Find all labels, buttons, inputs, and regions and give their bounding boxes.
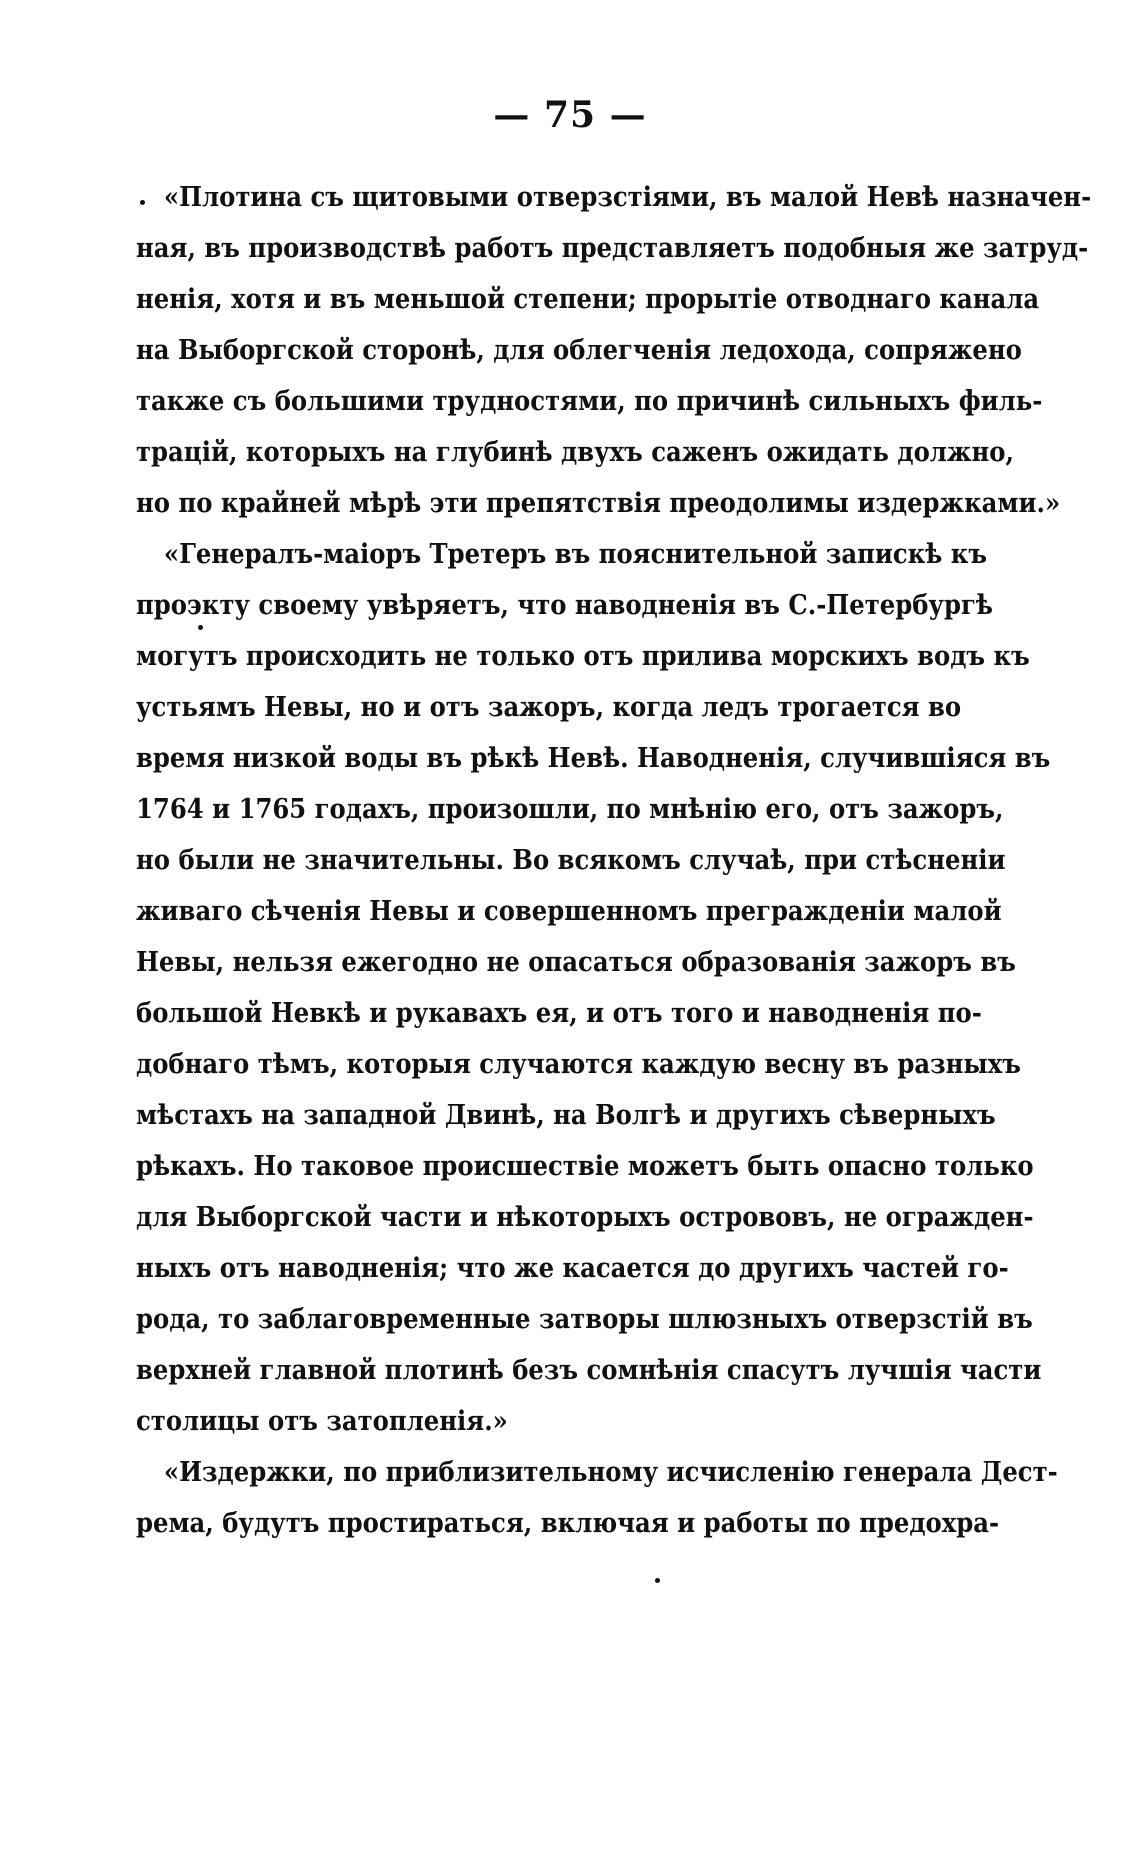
body-text <box>136 172 1092 1549</box>
text-line: ныхъ отъ наводненія; что же касается до другихъ частей го- <box>136 1253 1009 1284</box>
text-line: но по крайней мѣрѣ эти препятствія преодолимы издержками.» <box>136 488 1061 519</box>
page-number: — 75 — <box>493 94 647 136</box>
text-line: проэкту своему увѣряетъ, что наводненія въ С.-Петербургѣ <box>136 590 993 621</box>
text-line: 1764 и 1765 годахъ, произошли, по мнѣнію его, отъ зажоръ, <box>136 794 1004 825</box>
text-line: устьямъ Невы, но и отъ зажоръ, когда ледъ трогается во <box>136 692 962 723</box>
text-line: но были не значительны. Во всякомъ случаѣ, при стѣсненіи <box>136 845 1006 876</box>
text-line: могутъ происходить не только отъ прилива морскихъ водъ къ <box>136 641 1030 672</box>
text-line: рема, будутъ простираться, включая и работы по предохра- <box>136 1508 1000 1539</box>
text-line: столицы отъ затопленія.» <box>136 1406 508 1437</box>
ink-speck <box>655 1578 660 1583</box>
text-line: время низкой воды въ рѣкѣ Невѣ. Наводненія, случившіяся въ <box>136 743 1051 774</box>
text-line: для Выборгской части и нѣкоторыхъ острововъ, не огражден- <box>136 1202 1034 1233</box>
text-line: добнаго тѣмъ, которыя случаются каждую весну въ разныхъ <box>136 1049 1021 1080</box>
text-line: трацій, которыхъ на глубинѣ двухъ саженъ ожидать должно, <box>136 437 1014 468</box>
text-line: живаго сѣченія Невы и совершенномъ преграждeніи малой <box>136 896 1002 927</box>
text-line: мѣстахъ на западной Двинѣ, на Волгѣ и другихъ сѣверныхъ <box>136 1100 996 1131</box>
text-line: «Генералъ-маіоръ Третеръ въ пояснительной запискѣ къ <box>163 539 987 570</box>
text-line: «Плотина съ щитовыми отверзстіями, въ малой Невѣ назначен- <box>163 182 1092 213</box>
text-line: Невы, нельзя ежегодно не опасаться образованія зажоръ въ <box>136 947 1016 978</box>
text-line: на Выборгской сторонѣ, для облегченія ледохода, сопряжено <box>136 335 1022 366</box>
ink-speck <box>140 200 145 205</box>
text-line: большой Невкѣ и рукавахъ ея, и отъ того и наводненія по- <box>136 998 982 1029</box>
text-line: «Издержки, по приблизительному исчисленію генерала Дест- <box>163 1457 1058 1488</box>
text-line: ная, въ производствѣ работъ представляетъ подобныя же затруд- <box>136 233 1089 264</box>
text-line: ненія, хотя и въ меньшой степени; прорытіе отводнаго канала <box>136 284 1040 315</box>
text-line: верхней главной плотинѣ безъ сомнѣнія спасутъ лучшія части <box>136 1355 1042 1386</box>
text-line: рода, то заблаговременные затворы шлюзныхъ отверзстій въ <box>136 1304 1033 1335</box>
text-line: рѣкахъ. Но таковое происшествіе можетъ быть опасно только <box>136 1151 1034 1182</box>
text-line: также съ большими трудностями, по причинѣ сильныхъ филь- <box>136 386 1043 417</box>
ink-speck <box>198 625 203 630</box>
